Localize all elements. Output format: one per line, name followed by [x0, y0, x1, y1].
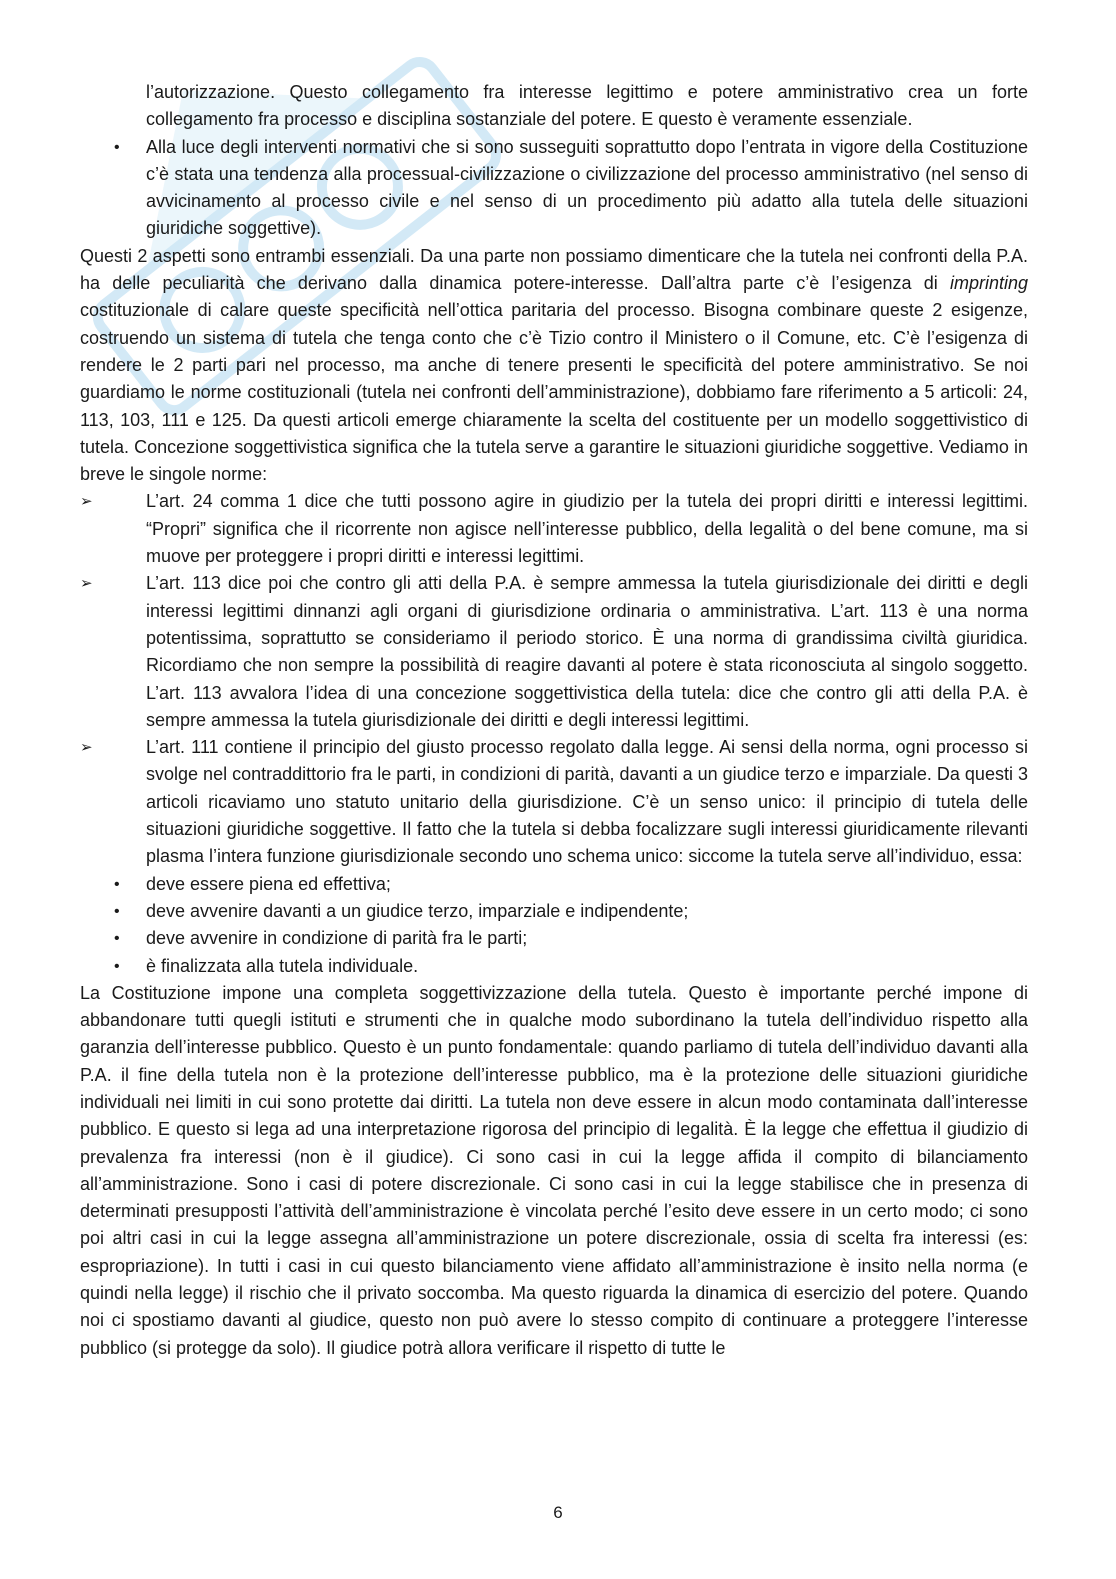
sub-bullet-text: è finalizzata alla tutela individuale. — [146, 955, 419, 976]
sub-bullet-item — [80, 898, 1028, 925]
sub-bullet-text: deve avvenire davanti a un giudice terzo, imparziale e indipendente; — [146, 900, 689, 921]
emphasis-imprinting: imprinting — [949, 273, 1028, 294]
article-item-113 — [80, 570, 1028, 734]
bullet-marker: • — [114, 875, 120, 893]
arrow-item-text: L’art. 111 contiene il principio del giusto processo regolato dalla legge. Ai sensi della norma, ogni processo si svolge nel contraddittorio fra le parti, in condizioni di parità, davanti a un giudice terzo e imparziale. Da questi 3 articoli ricaviamo uno statuto unitario della giurisdizione. C’è un senso unico: il principio di tutela delle situazioni giuridiche soggettive. Il fatto che la tutela si debba focalizzare sugli interessi giuridicamente rilevanti plasma l’intera funzione giurisdizionale secondo uno schema unico: siccome la tutela serve all’individuo, essa: — [146, 737, 1028, 867]
article-item-24 — [80, 488, 1028, 570]
sub-bullet-text: deve essere piena ed effettiva; — [146, 873, 391, 894]
sub-bullet-item — [80, 925, 1028, 952]
bullet-text: Alla luce degli interventi normativi che si sono susseguiti soprattutto dopo l’entrata in vigore della Costituzione c’è stata una tendenza alla processual-civilizzazione o civilizzazione del processo amministrativo (nel senso di avvicinamento al processo civile e nel senso di un procedimento più adatto alla tutela delle situazioni giuridiche soggettive). — [146, 136, 1028, 239]
bullet-marker: • — [114, 902, 120, 920]
arrow-marker: ➢ — [80, 739, 93, 757]
arrow-item-text: L’art. 24 comma 1 dice che tutti possono agire in giudizio per la tutela dei propri diritti e interessi legittimi. “Propri” significa che il ricorrente non agisce nell’interesse pubblico, della legalità o del bene comune, ma si muove per proteggere i propri diritti e interessi legittimi. — [146, 491, 1028, 567]
bullet-marker: • — [114, 957, 120, 975]
arrow-item-text: L’art. 113 dice poi che contro gli atti della P.A. è sempre ammessa la tutela giurisdizionale dei diritti e degli interessi legittimi dinnanzi agli organi di giurisdizione ordinaria o amministrativa. L’art. 113 è una norma potentissima, soprattutto se consideriamo il periodo storico. È una norma di grandissima civiltà giuridica. Ricordiamo che non sempre la possibilità di reagire davanti al potere è stata riconosciuta al singolo soggetto. L’art. 113 avvalora l’idea di una concezione soggettivistica della tutela: dice che contro gli atti della P.A. è sempre ammessa la tutela giurisdizionale dei diritti e degli interessi legittimi. — [146, 573, 1028, 730]
document-body — [80, 79, 1028, 1362]
article-item-111 — [80, 734, 1028, 870]
page-number: 6 — [553, 1503, 563, 1522]
sub-bullet-item — [80, 871, 1028, 898]
sub-bullet-item — [80, 953, 1028, 980]
continued-bullet-text: l’autorizzazione. Questo collegamento fra interesse legittimo e potere amministrativo crea un forte collegamento fra processo e disciplina sostanziale del potere. E questo è veramente essenziale. — [146, 82, 1028, 130]
bullet-marker: • — [114, 138, 120, 156]
sub-bullet-text: deve avvenire in condizione di parità fra le parti; — [146, 928, 528, 949]
bullet-item — [80, 134, 1028, 243]
paragraph: Questi 2 aspetti sono entrambi essenziali. Da una parte non possiamo dimenticare che la tutela nei confronti della P.A. ha delle peculiarità che derivano dalla dinamica potere-interesse. Dall’altra parte c’è l’esigenza di imprinting costituzionale di calare queste specificità nell’ottica paritaria del processo. Bisogna combinare queste 2 esigenze, costruendo un sistema di tutela che tenga conto che c’è Tizio contro il Ministero o il Comune, etc. C’è l’esigenza di rendere le 2 parti pari nel processo, ma anche di tenere presenti le specificità del potere amministrativo. Se noi guardiamo le norme costituzionali (tutela nei confronti dell’amministrazione), dobbiamo fare riferimento a 5 articoli: 24, 113, 103, 111 e 125. Da questi articoli emerge chiaramente la scelta del costituente per un modello soggettivistico di tutela. Concezione soggettivistica significa che la tutela serve a garantire le situazioni giuridiche soggettive. Vediamo in breve le singole norme: — [80, 245, 1028, 485]
bullet-marker: • — [114, 930, 120, 948]
arrow-marker: ➢ — [80, 575, 93, 593]
paragraph: La Costituzione impone una completa soggettivizzazione della tutela. Questo è importante perché impone di abbandonare tutti quegli istituti e strumenti che in qualche modo subordinano la tutela dell’individuo rispetto alla garanzia dell’interesse pubblico. Questo è un punto fondamentale: quando parliamo di tutela dell’individuo davanti alla P.A. il fine della tutela non è la protezione dell’interesse pubblico, ma è la protezione delle situazioni giuridiche individuali nei limiti in cui sono protette dai diritti. La tutela non deve essere in alcun modo contaminata dall’interesse pubblico. E questo si lega ad una interpretazione rigorosa del principio di legalità. È la legge che effettua il giudizio di prevalenza fra interessi (non è il giudice). Ci sono casi in cui la legge affida il compito di bilanciamento all’amministrazione. Sono i casi di potere discrezionale. Ci sono casi in cui la legge stabilisce che in presenza di determinati presupposti l’attività dell’amministrazione è vincolata perché l’esito deve essere in un certo modo; ci sono poi altri casi in cui la legge assegna all’amministrazione un potere discrezionale, ossia di scelta fra interessi (es: espropriazione). In tutti i casi in cui questo bilanciamento viene affidato all’amministrazione è insito nella norma (e quindi nella legge) il rischio che il privato soccomba. Ma questo riguarda la dinamica di esercizio del potere. Quando noi ci spostiamo davanti al giudice, questo non può avere lo stesso compito di continuare a proteggere l’interesse pubblico (si protegge da solo). Il giudice potrà allora verificare il rispetto di tutte le — [80, 982, 1028, 1358]
arrow-marker: ➢ — [80, 493, 93, 511]
